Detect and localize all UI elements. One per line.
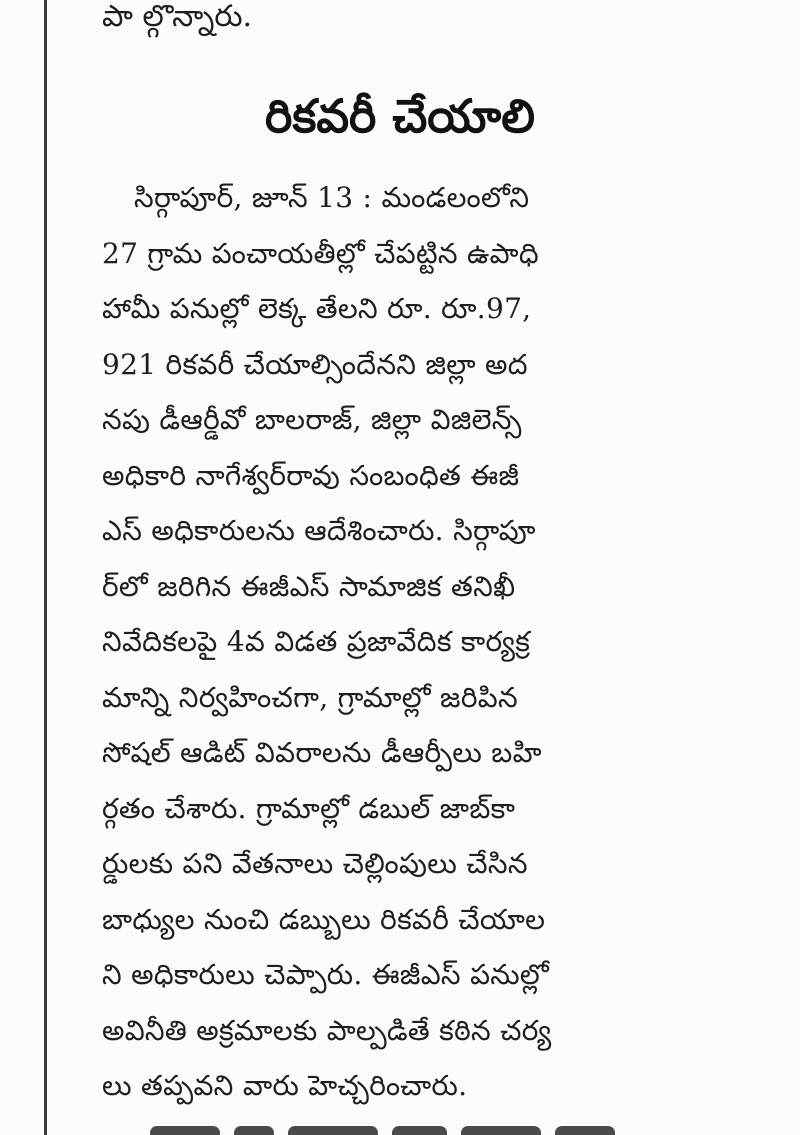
body-line: 921 రికవరీ చేయాల్సిందేనని జిల్లా అద (102, 347, 528, 381)
body-line: సోషల్ ఆడిట్ వివరాలను డీఆర్పీలు బహి (102, 736, 542, 769)
body-line: అధికారి నాగేశ్వర్‌రావు సంబంధిత ఈజీ (102, 458, 520, 492)
body-line: నపు డీఆర్డీవో బాలరాజ్, జిల్లా విజిలెన్స్ (102, 403, 522, 436)
body-line: ని అధికారులు చెప్పారు. ఈజీఎస్ పనుల్లో (102, 958, 550, 991)
next-headline-cutoff (150, 1118, 630, 1135)
body-line: సిర్గాపూర్, జూన్ 13 : మండలంలోని (134, 181, 530, 214)
article-body (102, 170, 702, 1114)
body-line: ర్గతం చేశారు. గ్రామాల్లో డబుల్ జాబ్‌కా (102, 791, 516, 825)
body-line: 27 గ్రామ పంచాయతీల్లో చేపట్టిన ఉపాధి (102, 236, 539, 270)
body-line: నివేదికలపై 4వ విడత ప్రజావేదిక కార్యక్ర (102, 625, 531, 658)
body-line: మాన్ని నిర్వహించగా, గ్రామాల్లో జరిపిన (102, 680, 518, 714)
body-line: ర్‌లో జరిగిన ఈజీఎస్ సామాజిక తనిఖీ (102, 569, 516, 603)
previous-article-last-line: పా ల్గొన్నారు. (102, 0, 253, 34)
body-line: ఎస్ అధికారులను ఆదేశించారు. సిర్గాపూ (102, 514, 536, 547)
body-line: అవినీతి అక్రమాలకు పాల్పడితే కఠిన చర్య (102, 1013, 552, 1047)
body-line: హామీ పనుల్లో లెక్క తేలని రూ. రూ.97, (102, 292, 532, 325)
column-rule (44, 0, 47, 1135)
body-line: లు తప్పవని వారు హెచ్చరించారు. (102, 1069, 468, 1102)
body-line: బాధ్యుల నుంచి డబ్బులు రికవరీ చేయాల (102, 902, 546, 936)
body-line: ర్డులకు పని వేతనాలు చెల్లింపులు చేసిన (102, 847, 528, 880)
article-headline: రికవరీ చేయాలి (265, 89, 535, 143)
